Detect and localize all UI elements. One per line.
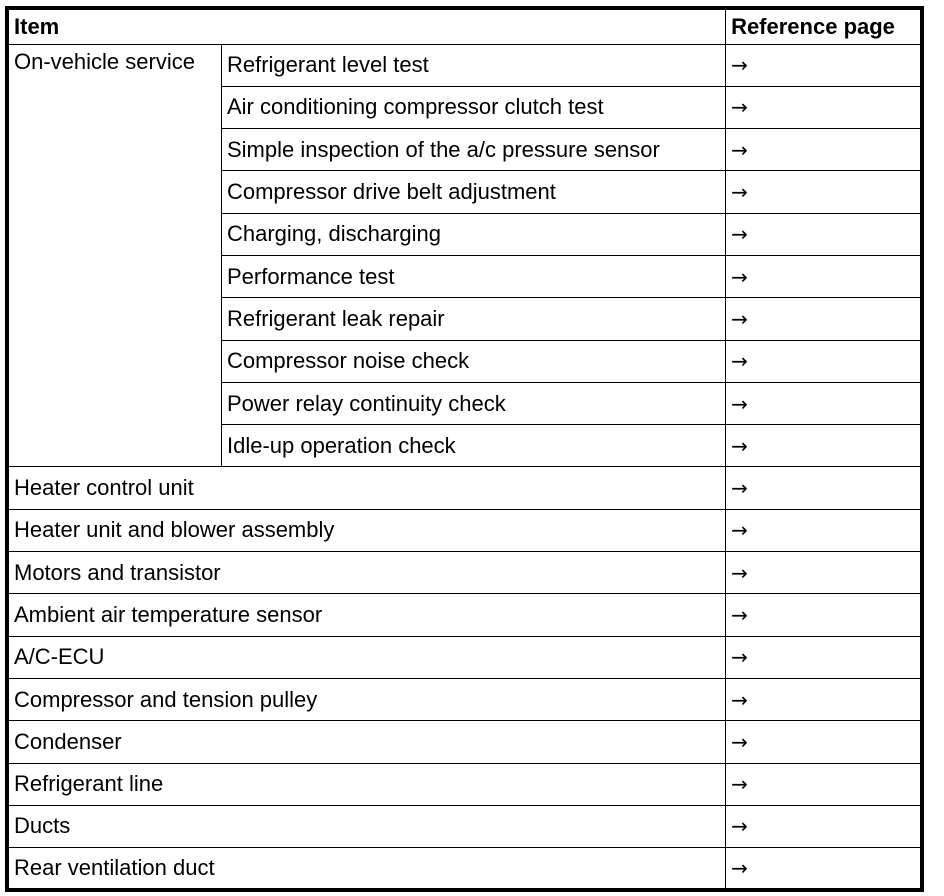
item-cell: Compressor noise check bbox=[221, 340, 725, 382]
table-row bbox=[7, 594, 922, 636]
item-cell: Ambient air temperature sensor bbox=[7, 594, 726, 636]
reference-arrow: → bbox=[726, 763, 922, 805]
table-row bbox=[7, 636, 922, 678]
reference-arrow: → bbox=[726, 255, 922, 297]
item-cell: Air conditioning compressor clutch test bbox=[221, 86, 725, 128]
reference-arrow: → bbox=[726, 552, 922, 594]
reference-arrow: → bbox=[726, 298, 922, 340]
table-row bbox=[7, 509, 922, 551]
item-cell: Compressor drive belt adjustment bbox=[221, 171, 725, 213]
reference-arrow: → bbox=[726, 805, 922, 847]
table-row bbox=[7, 467, 922, 509]
reference-arrow: → bbox=[726, 340, 922, 382]
item-cell: Ducts bbox=[7, 805, 726, 847]
header-item: Item bbox=[7, 8, 726, 44]
item-cell: Heater control unit bbox=[7, 467, 726, 509]
item-cell: Performance test bbox=[221, 255, 725, 297]
item-cell: Refrigerant level test bbox=[221, 44, 725, 86]
item-cell: Compressor and tension pulley bbox=[7, 678, 726, 720]
reference-arrow: → bbox=[726, 594, 922, 636]
reference-arrow: → bbox=[726, 382, 922, 424]
item-cell: Refrigerant line bbox=[7, 763, 726, 805]
item-cell: Condenser bbox=[7, 721, 726, 763]
table-row bbox=[7, 721, 922, 763]
item-cell: A/C-ECU bbox=[7, 636, 726, 678]
item-cell: Idle-up operation check bbox=[221, 425, 725, 467]
table-row bbox=[7, 552, 922, 594]
table-row bbox=[7, 763, 922, 805]
item-cell: Charging, discharging bbox=[221, 213, 725, 255]
item-cell: Refrigerant leak repair bbox=[221, 298, 725, 340]
reference-arrow: → bbox=[726, 467, 922, 509]
reference-arrow: → bbox=[726, 171, 922, 213]
table-row bbox=[7, 44, 922, 86]
reference-arrow: → bbox=[726, 721, 922, 763]
service-reference-table bbox=[5, 6, 924, 892]
reference-arrow: → bbox=[726, 678, 922, 720]
reference-arrow: → bbox=[726, 848, 922, 890]
table-row bbox=[7, 848, 922, 890]
reference-arrow: → bbox=[726, 129, 922, 171]
item-cell: Heater unit and blower assembly bbox=[7, 509, 726, 551]
item-cell: Motors and transistor bbox=[7, 552, 726, 594]
item-cell: Power relay continuity check bbox=[221, 382, 725, 424]
reference-arrow: → bbox=[726, 86, 922, 128]
table-row bbox=[7, 678, 922, 720]
group-label: On-vehicle service bbox=[7, 44, 221, 467]
reference-arrow: → bbox=[726, 509, 922, 551]
reference-arrow: → bbox=[726, 44, 922, 86]
item-cell: Simple inspection of the a/c pressure sensor bbox=[221, 129, 725, 171]
item-cell: Rear ventilation duct bbox=[7, 848, 726, 890]
table-row bbox=[7, 805, 922, 847]
header-row bbox=[7, 8, 922, 44]
header-reference-page: Reference page bbox=[726, 8, 922, 44]
reference-arrow: → bbox=[726, 636, 922, 678]
reference-arrow: → bbox=[726, 213, 922, 255]
reference-arrow: → bbox=[726, 425, 922, 467]
